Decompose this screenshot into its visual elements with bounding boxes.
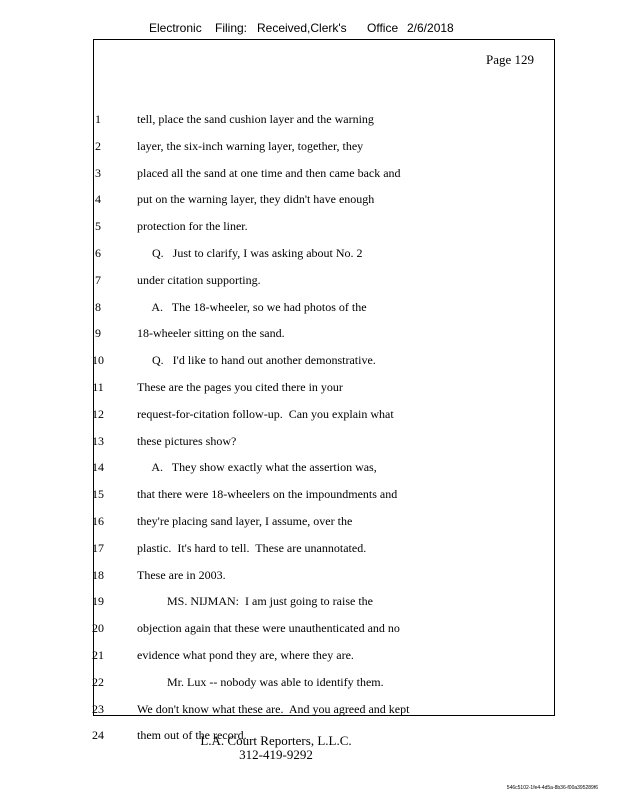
- line-number: 10: [92, 353, 104, 368]
- line-text: Q. I'd like to hand out another demonstrative.: [137, 353, 376, 368]
- line-number: 18: [92, 567, 104, 582]
- footer-phone: 312-419-9292: [239, 747, 313, 762]
- line-number: 19: [92, 594, 104, 609]
- line-text: these pictures show?: [137, 433, 237, 448]
- line-number: 13: [92, 433, 104, 448]
- line-text: A. They show exactly what the assertion was,: [137, 460, 377, 475]
- line-text: 18-wheeler sitting on the sand.: [137, 326, 285, 341]
- line-text: objection again that these were unauthenticated and no: [137, 621, 400, 636]
- line-text: These are in 2003.: [137, 567, 226, 582]
- line-number: 23: [92, 701, 104, 716]
- line-text: evidence what pond they are, where they are.: [137, 648, 354, 662]
- page-number: Page 129: [485, 52, 534, 67]
- line-text: layer, the six-inch warning layer, together, they: [137, 138, 364, 153]
- footer-company: L.A. Court Reporters, L.L.C.: [200, 733, 352, 748]
- line-text: them out of the record.: [137, 728, 247, 743]
- line-text: plastic. It's hard to tell. These are unannotated.: [137, 540, 367, 555]
- line-text: they're placing sand layer, I assume, over the: [137, 514, 353, 528]
- line-text: MS. NIJMAN: I am just going to raise the: [137, 594, 373, 609]
- line-number: 3: [95, 165, 101, 180]
- line-text: request-for-citation follow-up. Can you explain what: [137, 406, 394, 421]
- line-number: 6: [95, 246, 101, 260]
- line-number: 16: [92, 514, 104, 528]
- line-number: 12: [92, 406, 104, 421]
- line-number: 11: [92, 380, 104, 394]
- line-text: put on the warning layer, they didn't have enough: [137, 192, 375, 207]
- header-office: Office: [367, 21, 399, 35]
- header-filing: Filing:: [215, 21, 248, 35]
- line-number: 8: [95, 299, 101, 314]
- line-text: placed all the sand at one time and then came back and: [137, 165, 401, 180]
- line-text: Q. Just to clarify, I was asking about No. 2: [137, 246, 363, 260]
- line-number: 2: [95, 138, 101, 153]
- header-date: 2/6/2018: [407, 21, 454, 35]
- header-electronic: Electronic: [149, 21, 202, 35]
- line-text: that there were 18-wheelers on the impoundments and: [137, 487, 398, 502]
- line-number: 14: [92, 460, 104, 475]
- line-text: Mr. Lux -- nobody was able to identify them.: [137, 674, 384, 689]
- line-number: 21: [92, 648, 104, 662]
- line-text: These are the pages you cited there in your: [137, 380, 343, 394]
- line-number: 7: [95, 272, 101, 287]
- line-text: tell, place the sand cushion layer and the warning: [137, 112, 374, 126]
- line-text: A. The 18-wheeler, so we had photos of the: [137, 299, 367, 314]
- header-received-clerks: Received,Clerk's: [257, 21, 347, 35]
- line-number: 20: [92, 621, 104, 636]
- line-number: 24: [92, 728, 104, 743]
- document-id: 546c5102-1fe4-4d5a-8b36-f00a395289f6: [506, 785, 598, 791]
- line-text: We don't know what these are. And you agreed and kept: [137, 701, 410, 716]
- line-number: 4: [95, 192, 101, 207]
- line-text: protection for the liner.: [137, 219, 248, 234]
- line-number: 22: [92, 674, 104, 689]
- line-number: 15: [92, 487, 104, 502]
- line-number: 9: [95, 326, 101, 341]
- line-text: under citation supporting.: [137, 272, 261, 287]
- line-number: 1: [95, 112, 101, 126]
- line-number: 17: [92, 540, 104, 555]
- efiling-header: [0, 21, 618, 37]
- line-number: 5: [95, 219, 101, 234]
